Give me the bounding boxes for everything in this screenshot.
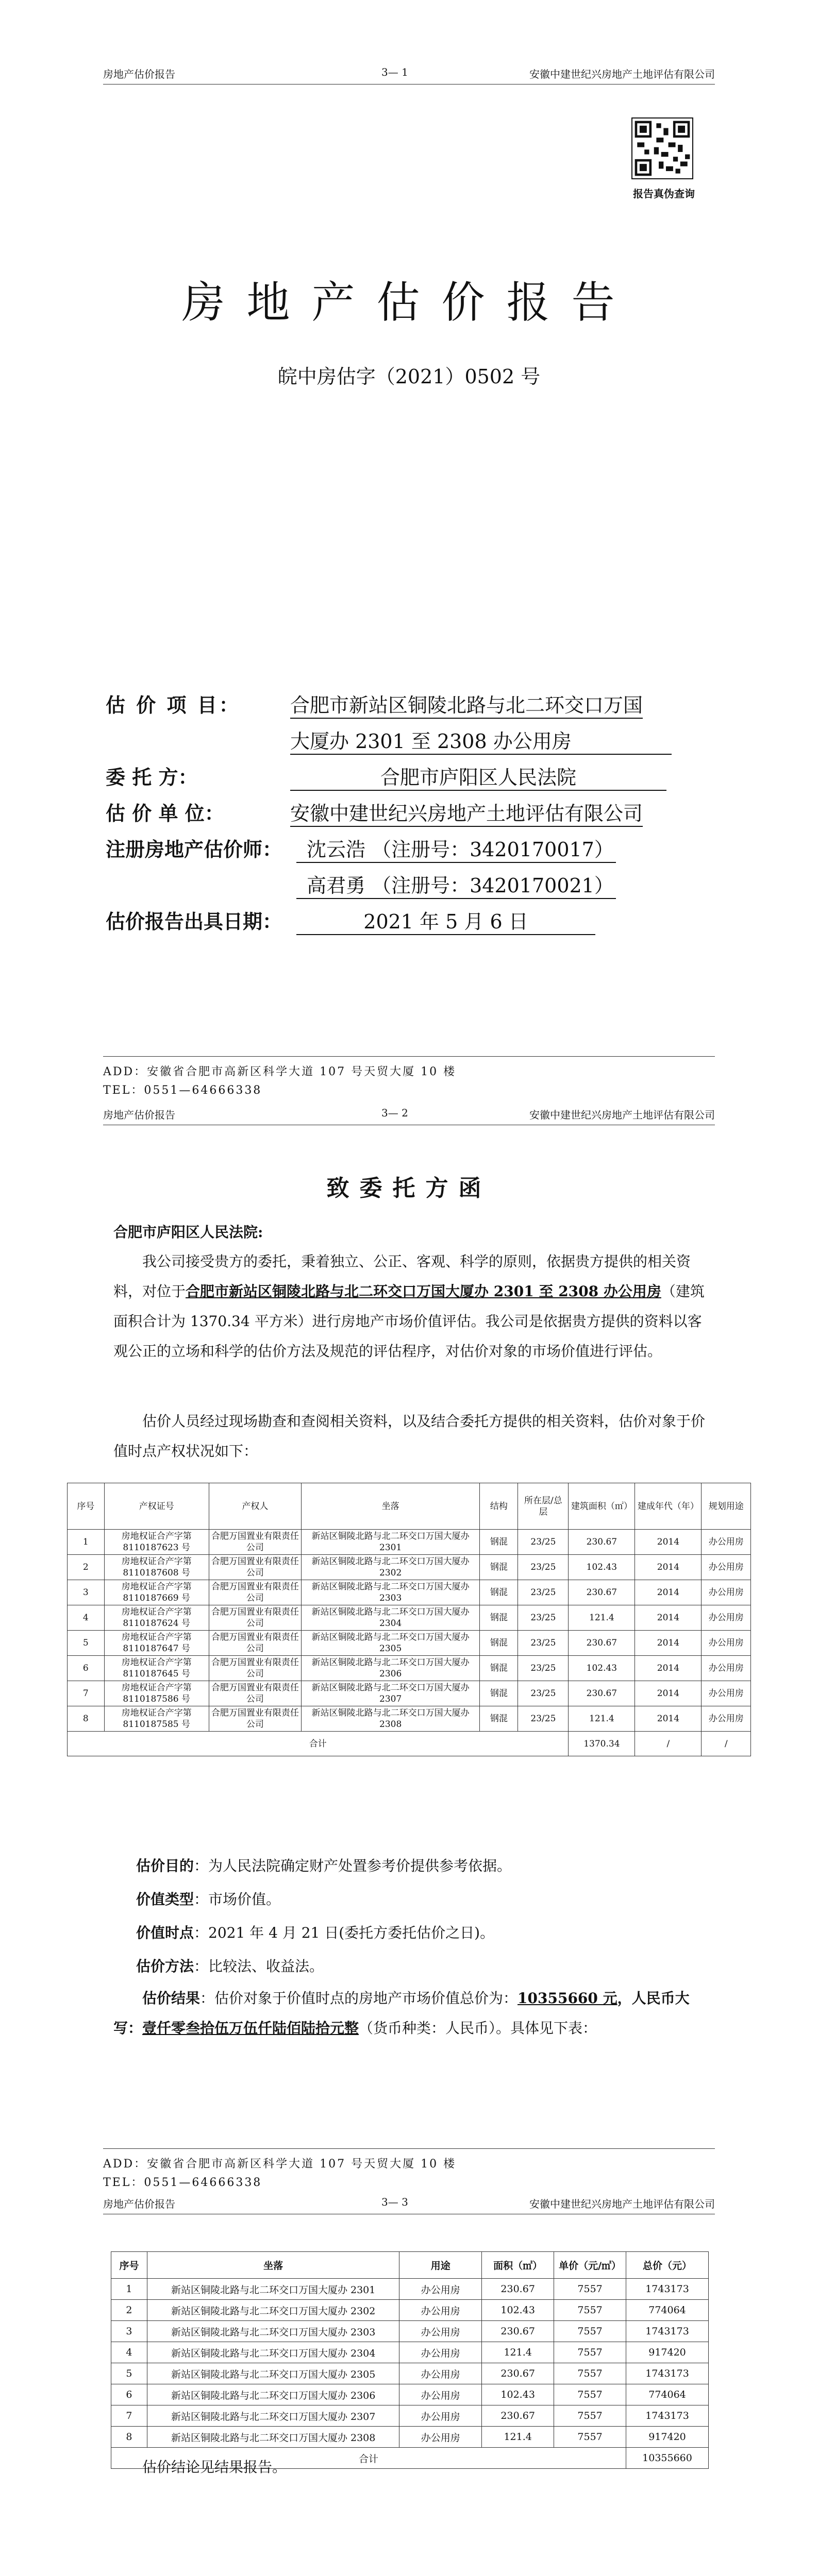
- table-row: [68, 1656, 751, 1681]
- table-cell: 7557: [554, 2384, 626, 2405]
- page-header: [103, 2196, 715, 2214]
- table-row: [68, 1706, 751, 1732]
- table-cell: 4: [68, 1605, 105, 1631]
- table-cell: 办公用房: [399, 2300, 482, 2321]
- table-cell: 合肥万国置业有限责任公司: [209, 1555, 301, 1580]
- purpose-label: 估价目的: [136, 1857, 194, 1874]
- page-footer: [103, 1056, 715, 1100]
- p1-text-c: （建筑面积合计为 1370.34 平方米）进行房地产市场价值评估。我公司是依据贵方提供的资料以客观公正的立场和科学的估价方法及规范的评估程序，对估价对象的市场价值进行评估。: [113, 1283, 705, 1360]
- project-value-line2: 大厦办 2301 至 2308 办公用房: [290, 725, 672, 755]
- method-line: [136, 1955, 324, 1976]
- total-value: 10355660: [626, 2448, 709, 2469]
- appraiser-row-2: [296, 870, 616, 899]
- table-cell: 新站区铜陵北路与北二环交口万国大厦办 2302: [301, 1555, 479, 1580]
- table-cell: 7557: [554, 2321, 626, 2342]
- table-cell: 新站区铜陵北路与北二环交口万国大厦办 2303: [301, 1580, 479, 1605]
- table-cell: 办公用房: [702, 1605, 751, 1631]
- type-label: 价值类型: [136, 1891, 194, 1908]
- th-structure: 结构: [480, 1483, 518, 1530]
- table-cell: 2014: [635, 1681, 702, 1706]
- table-row: [111, 2384, 709, 2405]
- table-cell: 新站区铜陵北路与北二环交口万国大厦办 2304: [301, 1605, 479, 1631]
- table-cell: 新站区铜陵北路与北二环交口万国大厦办 2305: [147, 2363, 399, 2384]
- header-left: 房地产估价报告: [103, 1109, 175, 1121]
- th-location: 坐落: [147, 2252, 399, 2279]
- table-cell: 办公用房: [399, 2384, 482, 2405]
- table-cell: 新站区铜陵北路与北二环交口万国大厦办 2302: [147, 2300, 399, 2321]
- page-header: [103, 66, 715, 84]
- th-year: 建成年代（年）: [635, 1483, 702, 1530]
- table-cell: 230.67: [569, 1631, 635, 1656]
- table-cell: 办公用房: [702, 1530, 751, 1555]
- total-label: 合计: [111, 2448, 626, 2469]
- table-cell: 新站区铜陵北路与北二环交口万国大厦办 2301: [301, 1530, 479, 1555]
- project-row: [106, 689, 643, 719]
- report-title: 房地产估价报告: [181, 277, 637, 328]
- table-cell: 917420: [626, 2427, 709, 2448]
- table-cell: 121.4: [482, 2427, 554, 2448]
- page-number: 3— 3: [381, 2196, 408, 2208]
- table-cell: 5: [111, 2363, 147, 2384]
- table-cell: 合肥万国置业有限责任公司: [209, 1605, 301, 1631]
- page-number: 3— 1: [381, 66, 408, 78]
- table-total-row: [68, 1732, 751, 1756]
- table-cell: 房地权证合产字第 8110187608 号: [104, 1555, 209, 1580]
- table-cell: 23/25: [518, 1555, 569, 1580]
- table-cell: 合肥万国置业有限责任公司: [209, 1530, 301, 1555]
- table-cell: 230.67: [482, 2405, 554, 2427]
- qr-caption: 报告真伪查询: [633, 188, 695, 200]
- table-cell: 121.4: [569, 1706, 635, 1732]
- th-use: 用途: [399, 2252, 482, 2279]
- letter-paragraph-1: [113, 1247, 706, 1366]
- table-cell: 7: [68, 1681, 105, 1706]
- table-cell: 5: [68, 1631, 105, 1656]
- table-cell: 新站区铜陵北路与北二环交口万国大厦办 2307: [147, 2405, 399, 2427]
- appraiser-2: 高君勇 （注册号：3420170021）: [296, 870, 616, 899]
- table-cell: 房地权证合产字第 8110187585 号: [104, 1706, 209, 1732]
- table-cell: 新站区铜陵北路与北二环交口万国大厦办 2307: [301, 1681, 479, 1706]
- th-cert: 产权证号: [104, 1483, 209, 1530]
- th-total-price: 总价（元）: [626, 2252, 709, 2279]
- table-cell: 办公用房: [702, 1656, 751, 1681]
- closing-text: 估价结论见结果报告。: [142, 2459, 287, 2476]
- table-cell: 7557: [554, 2279, 626, 2300]
- table-cell: 230.67: [569, 1681, 635, 1706]
- table-row: [111, 2279, 709, 2300]
- date-row: [106, 906, 595, 935]
- header-left: 房地产估价报告: [103, 68, 175, 80]
- table-cell: 23/25: [518, 1605, 569, 1631]
- table-cell: 钢混: [480, 1631, 518, 1656]
- table-cell: 2: [111, 2300, 147, 2321]
- type-line: [136, 1888, 280, 1909]
- table-row: [111, 2321, 709, 2342]
- table-cell: 6: [111, 2384, 147, 2405]
- qr-code-icon[interactable]: [631, 117, 693, 179]
- table-cell: 钢混: [480, 1706, 518, 1732]
- result-label: 估价结果: [142, 1990, 201, 2007]
- table-cell: 办公用房: [702, 1631, 751, 1656]
- table-cell: 8: [111, 2427, 147, 2448]
- time-label: 价值时点: [136, 1924, 194, 1941]
- table-cell: 1743173: [626, 2279, 709, 2300]
- total-slash-1: /: [635, 1732, 702, 1756]
- header-right: 安徽中建世纪兴房地产土地评估有限公司: [529, 68, 715, 80]
- table-cell: 办公用房: [399, 2279, 482, 2300]
- client-value: 合肥市庐阳区人民法院: [290, 761, 666, 791]
- table-cell: 办公用房: [702, 1681, 751, 1706]
- table-header-row: [111, 2252, 709, 2279]
- table-cell: 钢混: [480, 1555, 518, 1580]
- table-cell: 102.43: [482, 2384, 554, 2405]
- result-text-c: （货币种类：人民币）。具体见下表：: [359, 2020, 597, 2037]
- p1-text-a: 我公司接受贵方的委托，秉着独立、公正、客观、科学的原则，依据贵方提供的相关资料，对位于: [113, 1253, 691, 1300]
- th-area: 建筑面积（㎡）: [569, 1483, 635, 1530]
- table-row: [111, 2342, 709, 2363]
- table-cell: 121.4: [569, 1605, 635, 1631]
- table-cell: 230.67: [482, 2279, 554, 2300]
- table-cell: 23/25: [518, 1656, 569, 1681]
- header-right: 安徽中建世纪兴房地产土地评估有限公司: [529, 1109, 715, 1121]
- table-cell: 1743173: [626, 2405, 709, 2427]
- time-line: [136, 1922, 494, 1942]
- table-cell: 1743173: [626, 2363, 709, 2384]
- table-cell: 合肥万国置业有限责任公司: [209, 1656, 301, 1681]
- method-label: 估价方法: [136, 1958, 194, 1975]
- letter-paragraph-2: 估价人员经过现场勘查和查阅相关资料，以及结合委托方提供的相关资料，估价对象于价值时点产权状况如下：: [113, 1413, 706, 1460]
- table-cell: 23/25: [518, 1580, 569, 1605]
- table-cell: 新站区铜陵北路与北二环交口万国大厦办 2303: [147, 2321, 399, 2342]
- client-label: 委 托 方：: [106, 766, 198, 789]
- type-value: ：市场价值。: [194, 1891, 281, 1908]
- footer-address: ADD：安徽省合肥市高新区科学大道 107 号天贸大厦 10 楼: [103, 2158, 457, 2171]
- table-cell: 新站区铜陵北路与北二环交口万国大厦办 2306: [147, 2384, 399, 2405]
- table-cell: 230.67: [482, 2363, 554, 2384]
- table-cell: 房地权证合产字第 8110187669 号: [104, 1580, 209, 1605]
- footer-tel: TEL：0551—64666338: [103, 2176, 262, 2189]
- table-cell: 7557: [554, 2342, 626, 2363]
- header-right: 安徽中建世纪兴房地产土地评估有限公司: [529, 2198, 715, 2210]
- table-cell: 办公用房: [702, 1706, 751, 1732]
- table-cell: 2014: [635, 1706, 702, 1732]
- table-cell: 1: [68, 1530, 105, 1555]
- table-row: [68, 1580, 751, 1605]
- table-cell: 1: [111, 2279, 147, 2300]
- project-label: 估 价 项 目：: [106, 693, 241, 717]
- table-cell: 23/25: [518, 1631, 569, 1656]
- result-text-b: ，人民币大写：: [113, 1990, 690, 2037]
- unit-value: 安徽中建世纪兴房地产土地评估有限公司: [290, 798, 643, 827]
- table-cell: 3: [68, 1580, 105, 1605]
- report-number: 皖中房估字（2021）0502 号: [277, 365, 541, 388]
- table-cell: 23/25: [518, 1706, 569, 1732]
- table-cell: 办公用房: [702, 1555, 751, 1580]
- appraiser-row: [106, 834, 616, 863]
- table-cell: 230.67: [482, 2321, 554, 2342]
- table-cell: 合肥万国置业有限责任公司: [209, 1706, 301, 1732]
- table-cell: 6: [68, 1656, 105, 1681]
- valuation-result-table: [111, 2251, 709, 2469]
- table-cell: 钢混: [480, 1530, 518, 1555]
- table-cell: 2014: [635, 1555, 702, 1580]
- table-cell: 4: [111, 2342, 147, 2363]
- table-cell: 2014: [635, 1631, 702, 1656]
- table-cell: 合肥万国置业有限责任公司: [209, 1580, 301, 1605]
- table-cell: 房地权证合产字第 8110187624 号: [104, 1605, 209, 1631]
- purpose-value: ：为人民法院确定财产处置参考价提供参考依据。: [194, 1857, 512, 1874]
- result-amount-upper: 壹仟零叁拾伍万伍仟陆佰陆拾元整: [142, 2020, 359, 2037]
- letter-addressee: 合肥市庐阳区人民法院:: [113, 1224, 263, 1241]
- table-cell: 办公用房: [399, 2405, 482, 2427]
- th-use: 规划用途: [702, 1483, 751, 1530]
- table-cell: 2014: [635, 1605, 702, 1631]
- table-cell: 房地权证合产字第 8110187623 号: [104, 1530, 209, 1555]
- total-slash-2: /: [702, 1732, 751, 1756]
- project-value-line1: 合肥市新站区铜陵北路与北二环交口万国: [290, 689, 643, 719]
- table-cell: 房地权证合产字第 8110187645 号: [104, 1656, 209, 1681]
- th-no: 序号: [68, 1483, 105, 1530]
- page-footer: [103, 2148, 715, 2192]
- unit-label: 估 价 单 位：: [106, 802, 224, 825]
- table-cell: 917420: [626, 2342, 709, 2363]
- table-cell: 钢混: [480, 1681, 518, 1706]
- table-cell: 102.43: [482, 2300, 554, 2321]
- table-cell: 2014: [635, 1580, 702, 1605]
- table-cell: 新站区铜陵北路与北二环交口万国大厦办 2306: [301, 1656, 479, 1681]
- table-cell: 8: [68, 1706, 105, 1732]
- table-cell: 7557: [554, 2300, 626, 2321]
- table-cell: 102.43: [569, 1656, 635, 1681]
- table-cell: 房地权证合产字第 8110187647 号: [104, 1631, 209, 1656]
- time-value: ：2021 年 4 月 21 日(委托方委托估价之日)。: [194, 1924, 495, 1941]
- result-text-a: ：估价对象于价值时点的房地产市场价值总价为：: [200, 1990, 518, 2007]
- table-cell: 办公用房: [399, 2342, 482, 2363]
- table-cell: 办公用房: [399, 2321, 482, 2342]
- project-row-2: [290, 725, 672, 755]
- table-cell: 2014: [635, 1530, 702, 1555]
- th-no: 序号: [111, 2252, 147, 2279]
- table-cell: 新站区铜陵北路与北二环交口万国大厦办 2308: [147, 2427, 399, 2448]
- header-left: 房地产估价报告: [103, 2198, 175, 2210]
- table-cell: 2: [68, 1555, 105, 1580]
- table-cell: 774064: [626, 2300, 709, 2321]
- table-cell: 7: [111, 2405, 147, 2427]
- date-value: 2021 年 5 月 6 日: [296, 906, 595, 935]
- unit-row: [106, 798, 643, 827]
- table-row: [111, 2405, 709, 2427]
- table-cell: 钢混: [480, 1605, 518, 1631]
- table-row: [111, 2300, 709, 2321]
- table-cell: 2014: [635, 1656, 702, 1681]
- footer-tel: TEL：0551—64666338: [103, 1084, 262, 1097]
- property-rights-table: [67, 1483, 751, 1756]
- th-owner: 产权人: [209, 1483, 301, 1530]
- table-row: [111, 2427, 709, 2448]
- table-header-row: [68, 1483, 751, 1530]
- result-amount: 10355660 元: [517, 1990, 617, 2007]
- result-paragraph: [113, 1984, 706, 2043]
- table-cell: 合肥万国置业有限责任公司: [209, 1631, 301, 1656]
- th-unit-price: 单价（元/㎡）: [554, 2252, 626, 2279]
- table-cell: 办公用房: [702, 1580, 751, 1605]
- table-cell: 774064: [626, 2384, 709, 2405]
- table-cell: 23/25: [518, 1530, 569, 1555]
- total-label: 合计: [68, 1732, 569, 1756]
- table-cell: 合肥万国置业有限责任公司: [209, 1681, 301, 1706]
- table-cell: 新站区铜陵北路与北二环交口万国大厦办 2308: [301, 1706, 479, 1732]
- total-area: 1370.34: [569, 1732, 635, 1756]
- page-number: 3— 2: [381, 1107, 408, 1119]
- table-cell: 102.43: [569, 1555, 635, 1580]
- table-cell: 1743173: [626, 2321, 709, 2342]
- footer-address: ADD：安徽省合肥市高新区科学大道 107 号天贸大厦 10 楼: [103, 1065, 457, 1078]
- table-cell: 办公用房: [399, 2363, 482, 2384]
- table-cell: 7557: [554, 2427, 626, 2448]
- table-cell: 7557: [554, 2405, 626, 2427]
- p1-object: 合肥市新站区铜陵北路与北二环交口万国大厦办 2301 至 2308 办公用房: [186, 1283, 661, 1300]
- table-cell: 230.67: [569, 1580, 635, 1605]
- table-row: [68, 1555, 751, 1580]
- th-floor: 所在层/总层: [518, 1483, 569, 1530]
- th-location: 坐落: [301, 1483, 479, 1530]
- table-row: [111, 2363, 709, 2384]
- table-cell: 房地权证合产字第 8110187586 号: [104, 1681, 209, 1706]
- table-cell: 7557: [554, 2363, 626, 2384]
- table-row: [68, 1631, 751, 1656]
- letter-title: 致委托方函: [326, 1175, 492, 1201]
- page-header: [103, 1107, 715, 1125]
- table-row: [68, 1681, 751, 1706]
- purpose-line: [136, 1855, 511, 1875]
- appraiser-1: 沈云浩 （注册号：3420170017）: [296, 834, 616, 863]
- table-cell: 办公用房: [399, 2427, 482, 2448]
- table-cell: 钢混: [480, 1656, 518, 1681]
- table-cell: 新站区铜陵北路与北二环交口万国大厦办 2305: [301, 1631, 479, 1656]
- table-cell: 新站区铜陵北路与北二环交口万国大厦办 2301: [147, 2279, 399, 2300]
- table-cell: 3: [111, 2321, 147, 2342]
- client-row: [106, 761, 666, 791]
- date-label: 估价报告出具日期：: [106, 910, 282, 933]
- method-value: ：比较法、收益法。: [194, 1958, 324, 1975]
- table-row: [68, 1530, 751, 1555]
- table-cell: 钢混: [480, 1580, 518, 1605]
- table-row: [68, 1605, 751, 1631]
- table-cell: 23/25: [518, 1681, 569, 1706]
- table-cell: 121.4: [482, 2342, 554, 2363]
- appraiser-label: 注册房地产估价师：: [106, 838, 282, 861]
- table-cell: 230.67: [569, 1530, 635, 1555]
- table-cell: 新站区铜陵北路与北二环交口万国大厦办 2304: [147, 2342, 399, 2363]
- th-area: 面积（㎡）: [482, 2252, 554, 2279]
